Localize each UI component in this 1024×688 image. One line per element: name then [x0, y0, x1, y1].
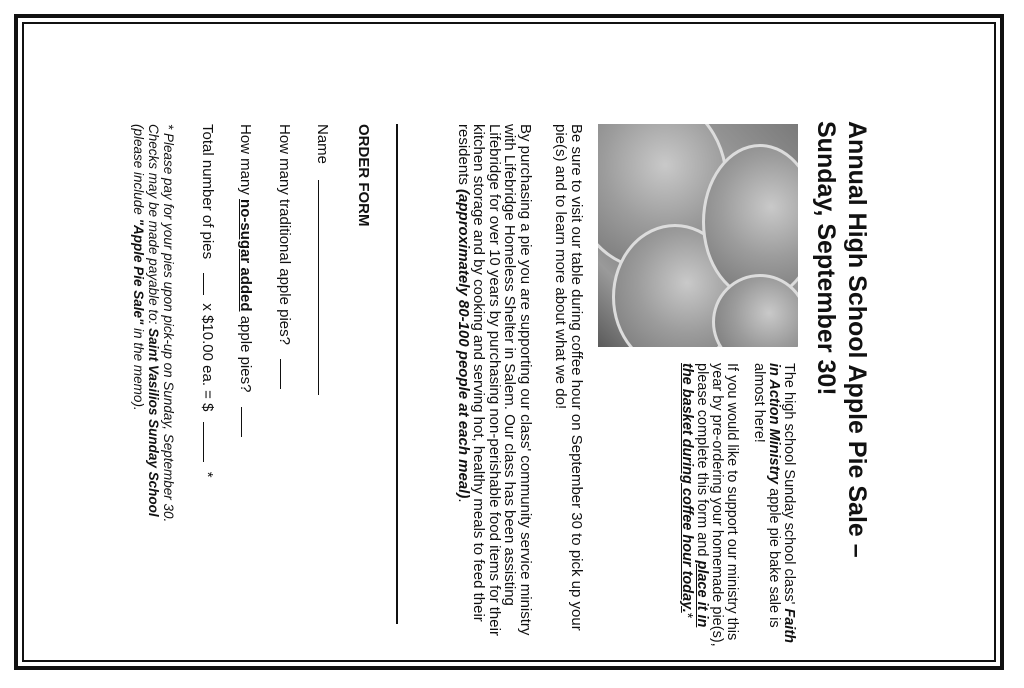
preorder-text: If you would like to support our ministry this year by pre-ordering your homemade pie(s), please complete this form and [694, 363, 740, 647]
intro-column [667, 363, 796, 653]
ministry-name: Faith in Action Ministry [766, 363, 797, 644]
name-row [314, 124, 332, 395]
purchase-paragraph [456, 124, 534, 662]
payee-name: Saint Vasilios Sunday School [146, 328, 161, 517]
note-line-3 [131, 124, 146, 662]
intro-text-end: apple pie bake sale is almost here! [751, 363, 782, 628]
traditional-label: How many traditional apple pies? [276, 124, 293, 345]
purchase-italic: (approximately 80-100 people at each meal) [455, 189, 472, 499]
total-row [199, 124, 217, 478]
nosugar-label-post: apple pies? [237, 311, 254, 393]
note-memo-end: in the memo). [131, 324, 146, 411]
total-pies-field[interactable] [203, 273, 217, 295]
name-field[interactable] [318, 180, 332, 395]
asterisk: * [679, 612, 695, 619]
nosugar-row [237, 124, 255, 437]
nosugar-emphasis: no-sugar added [237, 199, 254, 312]
note-memo-text: (please include [131, 124, 146, 219]
total-amount-field[interactable] [203, 422, 217, 462]
traditional-count-field[interactable] [280, 359, 294, 389]
flyer-title: Annual High School Apple Pie Sale – Sunday, September 30! [812, 121, 871, 558]
total-label: Total number of pies [199, 124, 216, 260]
purchase-text: By purchasing a pie you are supporting our class' community service ministry with Lifebridge Homeless Shelter in Salem. Our class has been assisting Lifebridge for over 10 years by purchasing non-perishable food items for their kitchen storage and by cooking and serving hot, healthy meals to feed their residents [455, 124, 534, 636]
nosugar-count-field[interactable] [241, 407, 255, 437]
flyer-page [22, 96, 876, 662]
note-checks-text: Checks may be made payable to: [146, 124, 161, 329]
preorder-paragraph [679, 363, 739, 653]
divider [396, 124, 398, 624]
price-label: x $10.00 ea. = $ [199, 303, 216, 412]
intro-text: The high school Sunday school class' [781, 363, 797, 609]
visit-paragraph: Be sure to visit our table during coffee hour on September 30 to pick up your pie(s) and to learn more about what we do! [552, 124, 585, 631]
payment-note [131, 124, 176, 662]
apple-pies-photo [598, 124, 798, 347]
note-line-2 [146, 124, 161, 662]
intro-paragraph [751, 363, 796, 653]
name-label: Name [314, 124, 331, 165]
traditional-row [276, 124, 294, 389]
order-form-heading: ORDER FORM [355, 124, 372, 227]
nosugar-label-pre: How many [237, 124, 254, 200]
inner-border [22, 22, 996, 662]
note-line-1: * Please pay for your pies upon pick-up on Sunday, September 30. [161, 124, 176, 523]
purchase-end: . [455, 498, 472, 503]
basket-instruction: place it in the basket during coffee hour today. [679, 363, 710, 628]
total-asterisk: * [199, 471, 216, 478]
memo-text: "Apple Pie Sale" [131, 218, 146, 325]
